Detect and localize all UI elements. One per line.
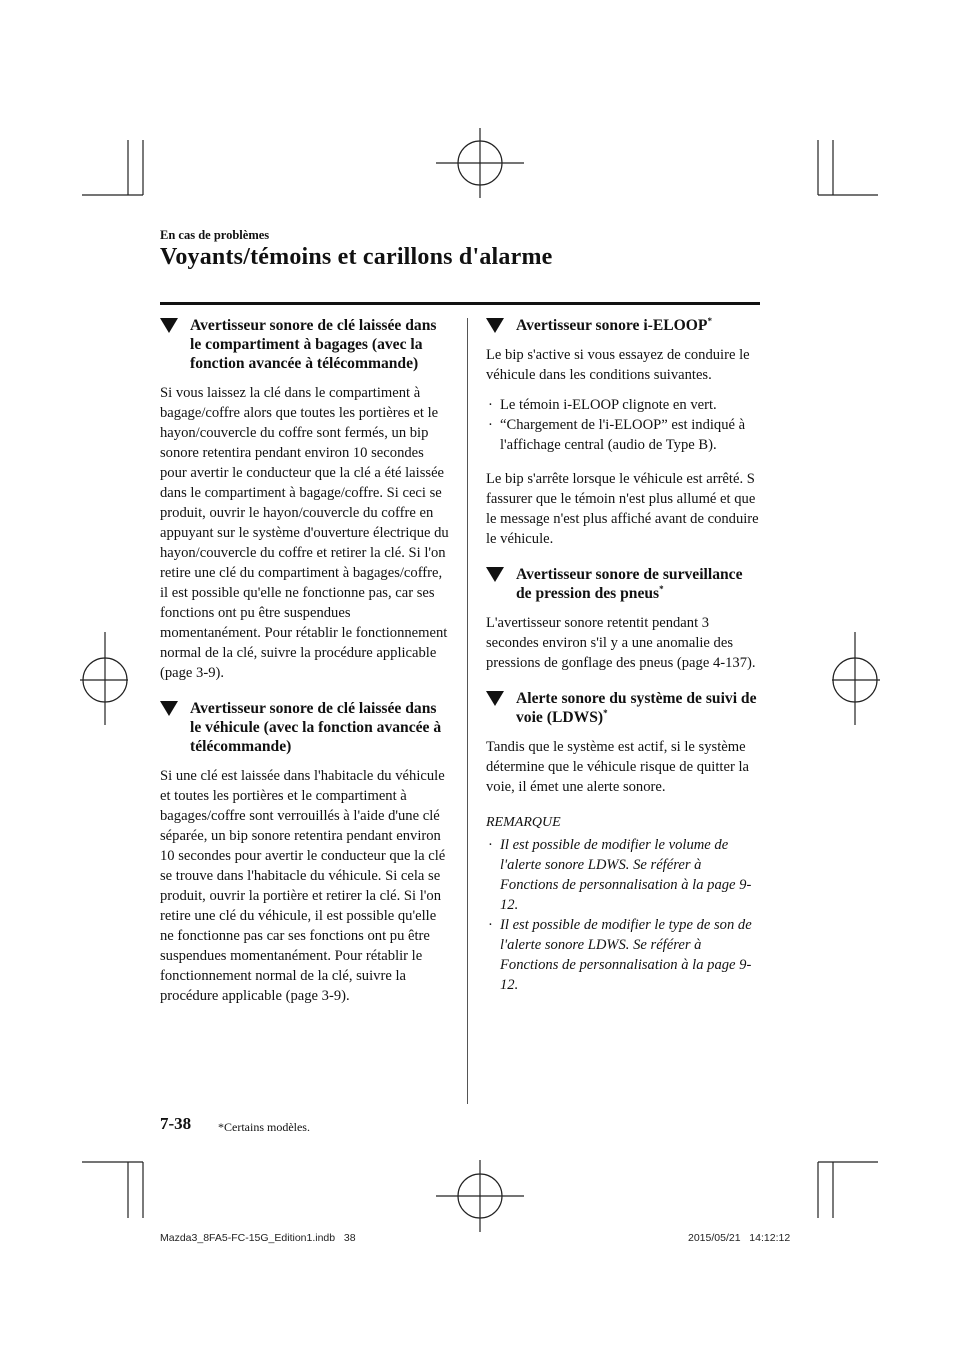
asterisk-mark: * [603, 707, 608, 718]
triangle-marker-icon [486, 567, 504, 582]
header-rule [160, 302, 760, 305]
page-title: Voyants/témoins et carillons d'alarme [160, 244, 553, 270]
section-heading-eloop: Avertisseur sonore i-ELOOP* [486, 316, 760, 335]
eloop-intro: Le bip s'active si vous essayez de conduire le véhicule dans les conditions suivantes. [486, 347, 750, 383]
section-heading-key-luggage: Avertisseur sonore de clé laissée dans le compartiment à bagages (avec la fonction avancée à télécommande) [160, 316, 450, 373]
section-heading-tpms: Avertisseur sonore de surveillance de pression des pneus* [486, 565, 760, 603]
list-item: · Il est possible de modifier le volume de l'alerte sonore LDWS. Se référer à Fonctions de personnalisation à la page 9-12. [488, 837, 752, 913]
chapter-label: En cas de problèmes [160, 228, 270, 242]
section-body-key-luggage: Si vous laissez la clé dans le compartiment à bagage/coffre alors que toutes les portières et le hayon/couvercle du coffre sont fermés, un bip sonore retentira pendant environ 10 secondes pour avertir le conducteur que la clé a été laissée dans le compartiment à bagage/coffre. Si ceci se produit, ouvrir le hayon/couvercle du coffre en appuyant sur le système d'ouverture électrique du hayon/couvercle du coffre et retirer la clé. Si l'on retire une clé du compartiment à bagages/coffre, il est possible qu'elle ne fonctionne pas, car ses fonctions ont pu être suspendues momentanément. Pour rétablir le fonctionnement normal de la clé, suivre la procédure applicable (page 3-9). [160, 385, 449, 681]
list-item: · Il est possible de modifier le type de son de l'alerte sonore LDWS. Se référer à Fonctions de personnalisation à la page 9-12. [488, 917, 752, 993]
note-title: REMARQUE [486, 815, 561, 830]
section-heading-ldws: Alerte sonore du système de suivi de voie (LDWS)* [486, 689, 760, 727]
tpms-body: L'avertisseur sonore retentit pendant 3 secondes environ s'il y a une anomalie des pressions de gonflage des pneus (page 4-137). [486, 615, 756, 671]
triangle-marker-icon [486, 318, 504, 333]
triangle-marker-icon [160, 318, 178, 333]
page-number: 7-38 [160, 1114, 192, 1133]
left-column [160, 316, 450, 1022]
ldws-notes-list [486, 835, 760, 995]
triangle-marker-icon [486, 691, 504, 706]
imprint-date: 2015/05/21 14:12:12 [688, 1232, 791, 1244]
section-heading-key-vehicle: Avertisseur sonore de clé laissée dans le véhicule (avec la fonction avancée à télécommande) [160, 699, 450, 756]
list-item: · Le témoin i-ELOOP clignote en vert. [488, 397, 717, 413]
eloop-conditions-list [486, 395, 760, 455]
triangle-marker-icon [160, 701, 178, 716]
ldws-body: Tandis que le système est actif, si le système détermine que le véhicule risque de quitter la voie, il émet une alerte sonore. [486, 739, 749, 795]
column-divider [467, 318, 468, 1104]
eloop-after: Le bip s'arrête lorsque le véhicule est arrêté. S fassurer que le témoin n'est plus allumé et que le message n'est plus affiché avant de conduire le véhicule. [486, 471, 759, 547]
asterisk-mark: * [659, 583, 664, 594]
asterisk-mark: * [707, 315, 712, 326]
list-item: · “Chargement de l'i-ELOOP” est indiqué à l'affichage central (audio de Type B). [488, 417, 746, 453]
imprint-file: Mazda3_8FA5-FC-15G_Edition1.indb 38 [160, 1232, 356, 1244]
footnote: *Certains modèles. [218, 1120, 310, 1134]
section-body-key-vehicle: Si une clé est laissée dans l'habitacle du véhicule et toutes les portières et le compartiment à bagages/coffre sont verrouillés à l'aide d'une clé séparée, un bip sonore retentira pendant environ 10 secondes pour avertir le conducteur que la clé se trouve dans l'habitacle du véhicule. Si cela se produit, ouvrir la portière et retirer la clé. Si l'on retire une clé du véhicule, il est possible qu'elle ne fonctionne pas car ses fonctions ont pu être suspendues momentanément. Pour rétablir le fonctionnement normal de la clé, suivre la procédure applicable (page 3-9). [160, 768, 446, 1004]
right-column [486, 316, 760, 995]
